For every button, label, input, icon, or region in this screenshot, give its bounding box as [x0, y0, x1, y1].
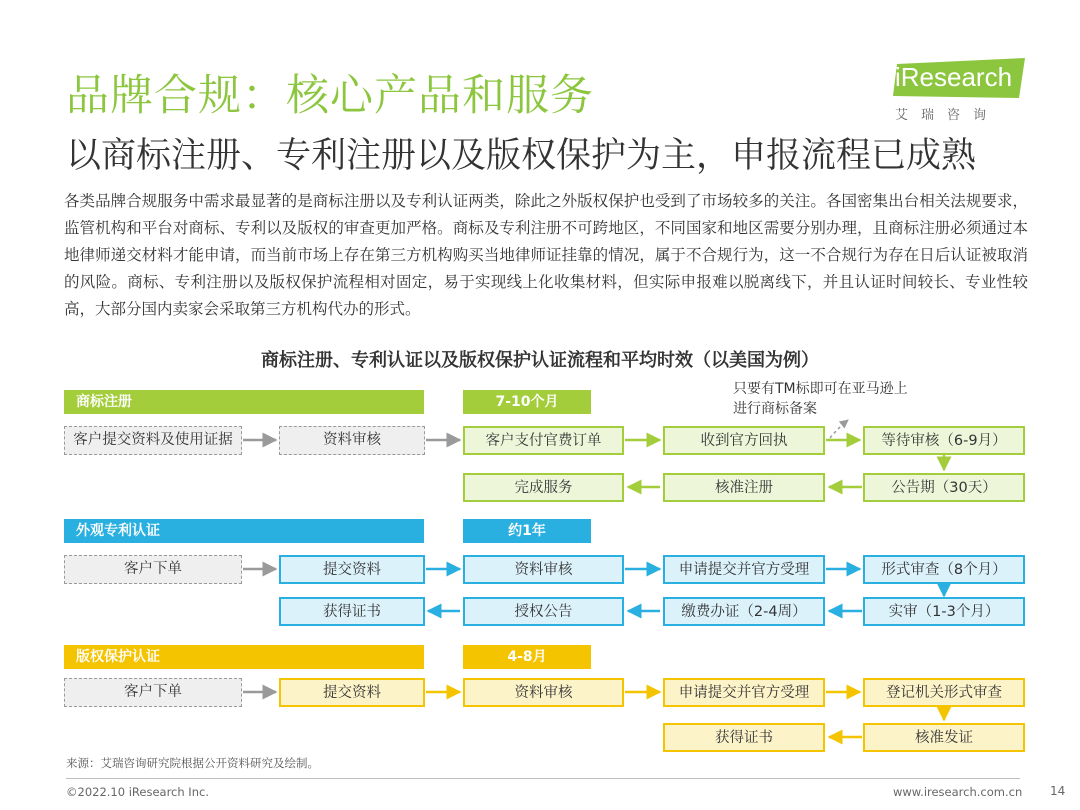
cr-step-order: 客户下单: [64, 678, 242, 707]
cr-step-accept: 申请提交并官方受理: [663, 678, 825, 707]
tm-step-await-review: 等待审核（6-9月）: [863, 426, 1025, 455]
pt-step-pay-issue: 缴费办证（2-4周）: [663, 597, 825, 626]
pt-step-grant-notice: 授权公告: [463, 597, 624, 626]
duration-trademark: 7-10个月: [463, 390, 591, 414]
pt-step-order: 客户下单: [64, 555, 242, 584]
pt-step-formal-exam: 形式审查（8个月）: [863, 555, 1025, 584]
tm-step-approve: 核准注册: [663, 473, 825, 502]
pt-step-substantive-exam: 实审（1-3个月）: [863, 597, 1025, 626]
copyright-text: ©2022.10 iResearch Inc.: [66, 785, 209, 799]
logo-cn-name: 艾瑞咨询: [895, 108, 1000, 123]
pt-step-submit: 提交资料: [279, 555, 425, 584]
band-copyright: 版权保护认证: [64, 645, 424, 669]
note-pointer: [830, 420, 848, 438]
body-paragraph: 各类品牌合规服务中需求最显著的是商标注册以及专利认证两类，除此之外版权保护也受到了市场较多的关注。各国密集出台相关法规要求，监管机构和平台对商标、专利以及版权的审查更加严格。商标及专利注册不可跨地区，不同国家和地区需要分别办理，且商标注册必须通过本地律师递交材料才能申请，而当前市场上存在第三方机构购买当地律师证挂靠的情况，属于不合规行为，这一不合规行为存在日后认证被取消的风险。商标、专利注册以及版权保护流程相对固定，易于实现线上化收集材料，但实际申报难以脱离线下，并且认证时间较长、专业性较高，大部分国内卖家会采取第三方机构代办的形式。: [64, 192, 1028, 318]
page-subtitle: 以商标注册、专利注册以及版权保护为主，申报流程已成熟: [66, 136, 977, 176]
band-trademark: 商标注册: [64, 390, 424, 414]
pt-step-accept: 申请提交并官方受理: [663, 555, 825, 584]
note-line-1: 只要有TM标即可在亚马逊上: [733, 381, 908, 397]
page-number: 14: [1050, 784, 1066, 798]
tm-step-receipt: 收到官方回执: [663, 426, 825, 455]
tm-step-client-submit: 客户提交资料及使用证据: [64, 426, 242, 455]
chart-title: 商标注册、专利认证以及版权保护认证流程和平均时效（以美国为例）: [261, 350, 819, 371]
duration-copyright: 4-8月: [463, 645, 591, 669]
pt-step-certificate: 获得证书: [279, 597, 425, 626]
tm-step-publication: 公告期（30天）: [863, 473, 1025, 502]
note-line-2: 进行商标备案: [733, 401, 817, 417]
duration-patent: 约1年: [463, 519, 591, 543]
cr-step-formal-exam: 登记机关形式审查: [863, 678, 1025, 707]
cr-step-approve-issue: 核准发证: [863, 723, 1025, 752]
cr-step-certificate: 获得证书: [663, 723, 825, 752]
cr-step-submit: 提交资料: [279, 678, 425, 707]
page-title: 品牌合规：核心产品和服务: [66, 71, 594, 121]
cr-step-review: 资料审核: [463, 678, 624, 707]
logo-brand-text: iResearch: [895, 62, 1013, 92]
footer-divider: [66, 778, 1020, 779]
band-patent: 外观专利认证: [64, 519, 424, 543]
pt-step-review: 资料审核: [463, 555, 624, 584]
tm-step-review: 资料审核: [279, 426, 425, 455]
tm-step-pay-fee: 客户支付官费订单: [463, 426, 624, 455]
website-link[interactable]: www.iresearch.com.cn: [893, 785, 1023, 799]
tm-step-complete: 完成服务: [463, 473, 624, 502]
source-note: 来源：艾瑞咨询研究院根据公开资料研究及绘制。: [66, 756, 319, 770]
